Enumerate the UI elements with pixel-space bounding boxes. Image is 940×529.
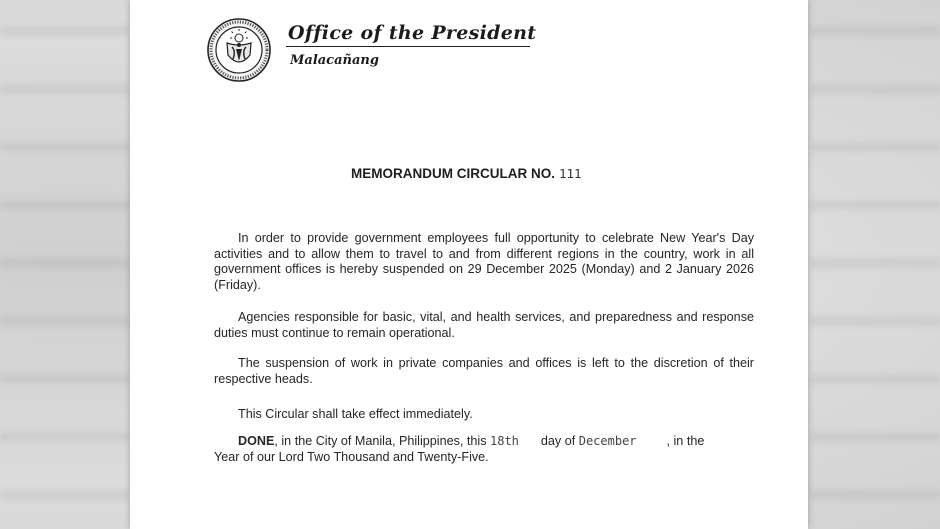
- memorandum-document: [130, 0, 808, 529]
- office-location: Malacañang: [290, 53, 379, 68]
- memo-title: MEMORANDUM CIRCULAR NO.: [351, 166, 555, 181]
- paragraph-private-companies: The suspension of work in private companies and offices is left to the discretion of their respective heads.: [214, 356, 754, 386]
- memo-number: 111: [558, 166, 582, 181]
- done-text-2: day of: [540, 434, 576, 448]
- done-month: December: [578, 434, 637, 448]
- presidential-seal-icon: [206, 17, 272, 83]
- paragraph-effectivity: This Circular shall take effect immediately.: [238, 407, 473, 421]
- done-day: 18th: [490, 434, 519, 448]
- done-text-3: , in the: [666, 434, 705, 448]
- paragraph-suspension: In order to provide government employees full opportunity to celebrate New Year's Day activities and to allow them to travel to and from different regions in the country, work in all government offices is hereby suspended on 29 December 2025 (Monday) and 2 January 2026 (Friday).: [214, 231, 754, 292]
- done-label: DONE: [238, 434, 275, 448]
- letterhead-divider: [286, 46, 530, 47]
- blurred-background-left: [0, 0, 130, 529]
- memo-heading: [351, 166, 582, 181]
- done-line-1: [214, 434, 754, 450]
- done-line-2: Year of our Lord Two Thousand and Twenty-Five.: [214, 449, 489, 464]
- blurred-background-right: [810, 0, 940, 529]
- done-text-1: , in the City of Manila, Philippines, this: [274, 434, 487, 448]
- office-title: Office of the President: [288, 22, 537, 44]
- paragraph-done: [214, 434, 754, 465]
- paragraph-agencies: Agencies responsible for basic, vital, and health services, and preparedness and response duties must continue to remain operational.: [214, 310, 754, 340]
